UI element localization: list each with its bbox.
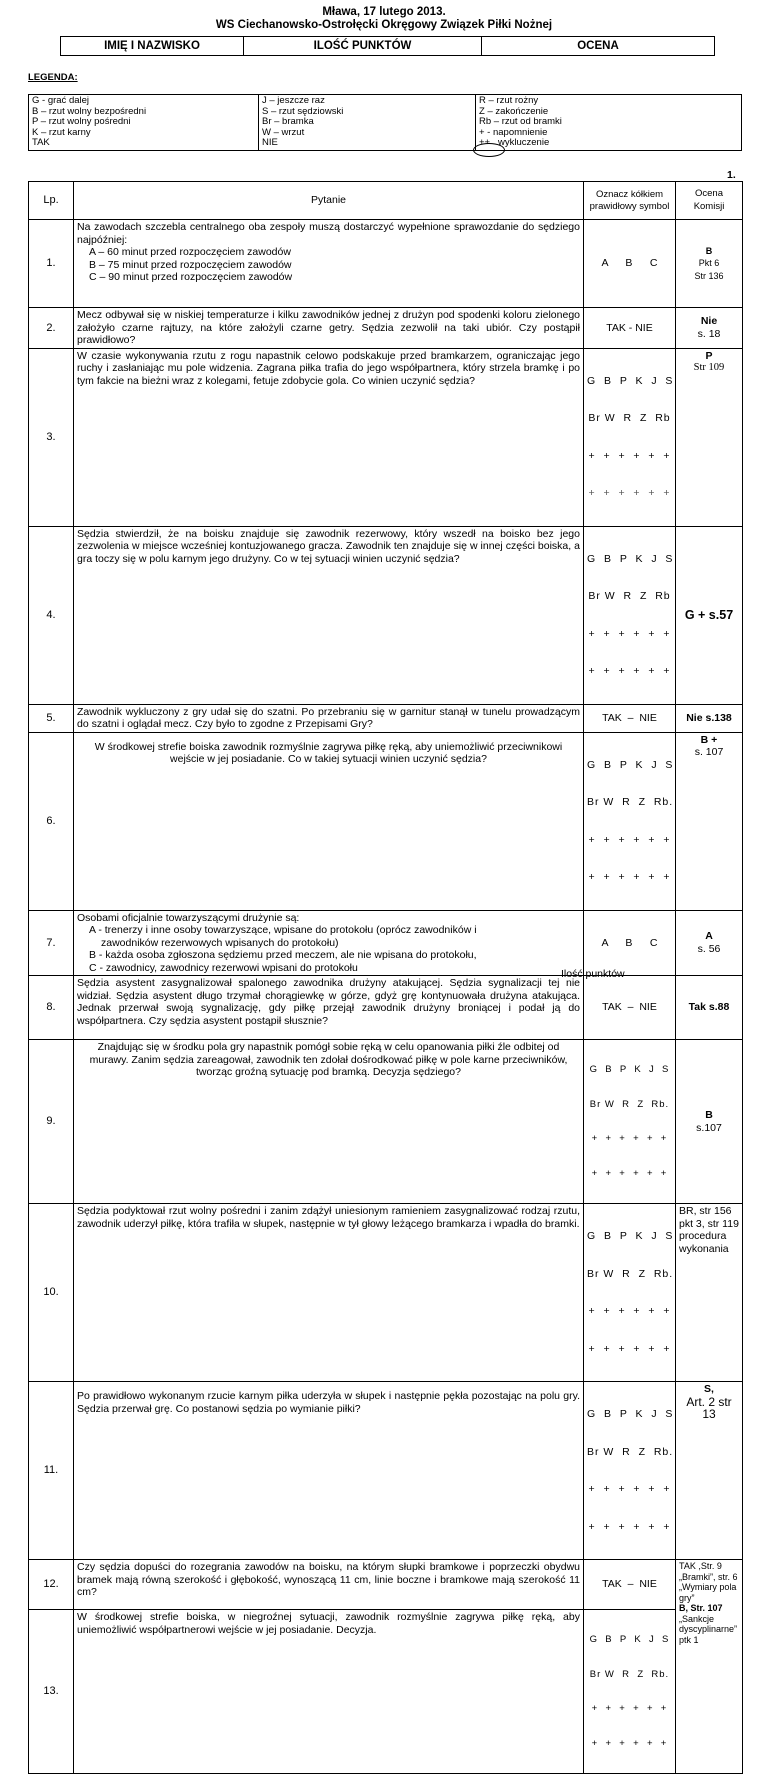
symbol-line: + + + + + + — [588, 1305, 671, 1317]
answer-symbols[interactable] — [584, 1204, 676, 1382]
answer-symbols[interactable] — [584, 348, 676, 526]
page-number: 1. — [727, 169, 736, 181]
answer-ref: Str 109 — [693, 362, 725, 373]
commission-answer — [676, 1382, 743, 1560]
table-row — [29, 526, 743, 704]
answer-symbols[interactable] — [584, 1610, 676, 1774]
legend-item: ++ wykluczenie — [479, 137, 550, 148]
table-row — [29, 1560, 743, 1610]
legend-item: K – rzut karny — [32, 126, 91, 138]
score-table — [60, 36, 715, 56]
commission-answer: G + s.57 — [676, 526, 743, 704]
legend-item: TAK — [32, 137, 50, 148]
row-number: 7. — [29, 910, 74, 976]
question-line: Na zawodach szczebla centralnego oba zespoły muszą dostarczyć wypełnione sprawozdanie do sędziego najpóźniej: — [77, 221, 580, 246]
row-number: 1. — [29, 220, 74, 308]
question-text: Sędzia asystent zasygnalizował spalonego zawodnika drużyny atakującej. Sędzia sygnalizacji tej nie widział. Sędzia asystent długo trzymał chorągiewkę w górze, gdyż grę kontynuowała drużyna atakująca. Jednak przerwał swoją sygnalizację, gdy piłkę przejął zawodnik drużyny broniącej i podał ją do współpartnera. Czy sędzia asystent postąpił słusznie? — [74, 976, 584, 1040]
answer-option: A – 60 minut przed rozpoczęciem zawodów — [89, 246, 291, 258]
commission-answer — [676, 1040, 743, 1204]
row-number: 12. — [29, 1560, 74, 1610]
answer-option: C - zawodnicy, zawodnicy rezerwowi wpisani do protokołu — [89, 961, 358, 974]
symbol-line: G B P K J S — [587, 552, 674, 565]
symbol-line: Br W R Z Rb. — [587, 796, 674, 808]
symbol-line: + + + + + + — [588, 665, 671, 677]
header-date: Mława, 17 lutego 2013. — [322, 6, 446, 18]
answer-ref: s. 56 — [697, 942, 721, 955]
answer-symbols[interactable] — [584, 526, 676, 704]
name-column: IMIĘ I NAZWISKO — [61, 37, 244, 56]
symbol-line: + + + + + + — [588, 627, 671, 640]
legend-item: P – rzut wolny pośredni — [32, 116, 131, 127]
commission-answer — [676, 732, 743, 910]
symbol-line: Br W R Z Rb. — [589, 1668, 670, 1680]
question-text: W środkowej strefie boiska, w niegroźnej sytuacji, zawodnik rozmyślnie zagrywa piłkę ręką, aby uniemożliwić współpartnerowi wejście w jej posiadanie. Decyzja. — [74, 1610, 584, 1774]
commission-answer — [676, 308, 743, 349]
commission-answer — [676, 220, 743, 308]
symbol-line: Br W R Z Rb. — [589, 1098, 670, 1110]
answer-symbols[interactable] — [584, 1040, 676, 1204]
question-text: Sędzia podyktował rzut wolny pośredni i zanim zdążył uniesionym ramieniem zasygnalizować rodzaj rzutu, zawodnik uderzył piłkę, która trafiła w słupek, następnie w tył głowy leżącego bramkarza i wpadła do bramki. — [74, 1204, 584, 1382]
answer-key: B + — [700, 733, 718, 746]
commission-answer — [676, 1204, 743, 1382]
answer-option: B - każda osoba zgłoszona sędziemu przed meczem, ale nie wpisana do protokołu, — [89, 949, 477, 961]
answer-symbols[interactable]: TAK - NIE — [584, 308, 676, 349]
answer-ref: pkt 3, str 119 — [679, 1217, 739, 1230]
commission-answer: Tak s.88 — [676, 976, 743, 1040]
answer-symbols[interactable] — [584, 1382, 676, 1560]
symbol-line: + + + + + + — [588, 1342, 671, 1355]
table-row — [29, 1382, 743, 1560]
table-row — [29, 1040, 743, 1204]
row-number: 13. — [29, 1610, 74, 1774]
table-row — [29, 308, 743, 349]
answer-ref: s.107 — [696, 1121, 722, 1134]
symbol-line: + + + + + + — [591, 1737, 668, 1749]
answer-ref: BR, str 156 — [679, 1205, 732, 1217]
answer-ref: „Sankcje — [679, 1613, 715, 1624]
answer-symbols[interactable]: TAK – NIE — [584, 976, 676, 1040]
table-row — [29, 1610, 743, 1774]
question-table — [28, 181, 743, 1774]
answer-option: C – 90 minut przed rozpoczęciem zawodów — [89, 271, 293, 283]
symbol-line: G B P K J S — [587, 1230, 674, 1242]
symbol-line: G B P K J S — [587, 374, 674, 387]
question-text: Czy sędzia dopuści do rozegrania zawodów na boisku, na którym słupki bramkowe i poprzeczki obydwu bramek mają równą szerokość i głębokość, wynoszącą 11 cm, linie boczne i bramkowe mają szerokość 11 cm? — [74, 1560, 584, 1610]
answer-ref: TAK ,Str. 9 — [679, 1561, 722, 1571]
symbol-line: + + + + + + — [591, 1133, 668, 1144]
symbol-line: G B P K J S — [587, 758, 674, 771]
answer-ref: wykonania — [679, 1242, 729, 1255]
row-number: 4. — [29, 526, 74, 704]
answer-key: B — [705, 1109, 713, 1121]
legend-col-1 — [29, 95, 259, 151]
answer-symbols[interactable]: TAK – NIE — [584, 704, 676, 732]
table-row — [29, 220, 743, 308]
legend-item: NIE — [262, 137, 278, 148]
row-number: 8. — [29, 976, 74, 1040]
commission-answer — [676, 1560, 743, 1774]
question-text: Sędzia stwierdził, że na boisku znajduje się zawodnik rezerwowy, który wszedł na boisko bez jego zezwolenia w miejsce wcześniej kontuzjowanego gracza. Zawodnik ten znajduje się w innej części boiska, a gra toczy się w polu karnym jego drużyny. Co w tej sytuacji winien uczynić sędzia? — [74, 526, 584, 704]
table-row — [29, 704, 743, 732]
legend-item: Br – bramka — [262, 116, 314, 127]
answer-key: B — [705, 245, 713, 256]
answer-key: Nie — [700, 315, 718, 328]
table-row — [29, 910, 743, 976]
row-number: 10. — [29, 1204, 74, 1382]
row-number: 11. — [29, 1382, 74, 1560]
table-row — [29, 348, 743, 526]
circle-mark — [473, 143, 505, 157]
table-row — [29, 976, 743, 1040]
commission-answer: Nie s.138 — [676, 704, 743, 732]
row-number: 5. — [29, 704, 74, 732]
answer-option: B – 75 minut przed rozpoczęciem zawodów — [89, 258, 292, 271]
points-footer: Ilość punktów — [561, 968, 625, 980]
question-text: Zawodnik wykluczony z gry udał się do szatni. Po przebraniu się w garnitur stanął w tunelu prowadzącym do szatni i oglądał mecz. Czy było to zgodne z Przepisami Gry? — [74, 704, 584, 732]
commission-answer — [676, 910, 743, 976]
question-text: W środkowej strefie boiska zawodnik rozmyślnie zagrywa piłkę ręką, aby uniemożliwić przeciwnikowi wejście w jej posiadanie. Co w takiej sytuacji winien uczynić sędzia? — [74, 732, 584, 910]
legend-table — [28, 94, 742, 151]
symbol-line: Br W R Z Rb. — [587, 1267, 674, 1280]
symbol-line: + + + + + + — [591, 1703, 668, 1714]
header-question: Pytanie — [74, 182, 584, 220]
question-text — [74, 910, 584, 976]
answer-ref: s. 107 — [694, 746, 724, 758]
answer-ref: ptk 1 — [679, 1634, 699, 1645]
header-commission: Ocena Komisji — [676, 182, 743, 220]
answer-symbols[interactable]: A B C — [584, 910, 676, 976]
answer-ref: s. 18 — [697, 327, 721, 340]
answer-key: S, — [704, 1383, 714, 1395]
answer-ref: „Bramki”, str. 6 — [679, 1571, 738, 1582]
question-line: Osobami oficjalnie towarzyszącymi drużynie są: — [77, 911, 300, 924]
commission-answer — [676, 348, 743, 526]
answer-ref: Art. 2 str 13 — [686, 1394, 732, 1421]
legend-title: LEGENDA: — [28, 72, 78, 83]
header-symbol: Oznacz kółkiem prawidłowy symbol — [584, 182, 676, 220]
answer-symbols[interactable]: A B C — [584, 220, 676, 308]
symbol-line: + + + + + + — [588, 1483, 671, 1495]
answer-option: A - trenerzy i inne osoby towarzyszące, wpisane do protokołu (oprócz zawodników i — [89, 924, 477, 936]
question-text — [74, 220, 584, 308]
answer-option: zawodników rezerwowych wpisanych do protokołu) — [101, 936, 339, 949]
symbol-line: Br W R Z Rb — [588, 412, 671, 424]
answer-symbols[interactable]: TAK – NIE — [584, 1560, 676, 1610]
symbol-line: G B P K J S — [589, 1634, 670, 1645]
answer-ref: procedura — [679, 1230, 727, 1242]
legend-item: W – wrzut — [262, 126, 305, 138]
legend-item: + - napomnienie — [479, 126, 548, 138]
legend-item: G - grać dalej — [32, 95, 90, 106]
row-number: 9. — [29, 1040, 74, 1204]
symbol-line: G B P K J S — [589, 1064, 670, 1075]
answer-symbols[interactable] — [584, 732, 676, 910]
symbol-line: G B P K J S — [587, 1408, 674, 1420]
symbol-line: + + + + + + — [588, 833, 671, 846]
legend-item: J – jeszcze raz — [262, 95, 325, 106]
answer-key: A — [705, 930, 713, 943]
legend-item: R – rzut rożny — [479, 95, 539, 106]
answer-ref: Pkt 6 — [698, 258, 720, 269]
symbol-line: + + + + + + — [588, 871, 671, 883]
question-text: Po prawidłowo wykonanym rzucie karnym piłka uderzyła w słupek i następnie pękła pozostając na polu gry. Sędzia przerwał grę. Co postanowi sędzia po wymianie piłki? — [74, 1382, 584, 1560]
legend-col-3 — [476, 95, 742, 151]
question-text: Znajdując się w środku pola gry napastnik pomógł sobie ręką w celu opanowania piłki źle odbitej od murawy. Zanim sędzia zareagował, zawodnik ten zdołał dośrodkować piłkę w pole karne przeciwników, tworząc groźną sytuację pod bramką. Decyzja sędziego? — [74, 1040, 584, 1204]
answer-ref: Str 136 — [694, 270, 724, 281]
grade-column: OCENA — [482, 37, 715, 56]
symbol-line: Br W R Z Rb — [588, 590, 671, 602]
answer-ref: dyscyplinarne” — [679, 1624, 738, 1634]
answer-ref: gry” — [679, 1592, 695, 1603]
legend-col-2 — [259, 95, 476, 151]
answer-key: P — [705, 349, 713, 362]
row-number: 6. — [29, 732, 74, 910]
question-text: Mecz odbywał się w niskiej temperaturze i kilku zawodników jednej z drużyn pod spodenki koloru zielonego założyło czarne rajtuzy, na które założyli czarne getry. Sędzia zezwolił na taki ubiór. Czy postąpił prawidłowo? — [74, 308, 584, 349]
symbol-line: + + + + + + — [588, 1520, 671, 1533]
symbol-line: + + + + + + — [591, 1167, 668, 1179]
table-row — [29, 1204, 743, 1382]
row-number: 3. — [29, 348, 74, 526]
question-text: W czasie wykonywania rzutu z rogu napastnik celowo podskakuje przed bramkarzem, ograniczając jego ruchy i zasłaniając mu pole widzenia. Zagrana piłka trafia do jego współpartnera, który strzela bramkę i po tym fakcie na bieżni wraz z kolegami, fetuje zdobycie gola. Co winien uczynić sędzia? — [74, 348, 584, 526]
symbol-line: Br W R Z Rb. — [587, 1445, 674, 1458]
legend-item: Z – zakończenie — [479, 105, 549, 117]
symbol-line: + + + + + + — [588, 449, 671, 462]
table-row — [29, 732, 743, 910]
symbol-line: + + + + + + — [588, 487, 671, 499]
legend-item: B – rzut wolny bezpośredni — [32, 105, 147, 117]
header-organization: WS Ciechanowsko-Ostrołęcki Okręgowy Związek Piłki Nożnej — [215, 19, 553, 31]
legend-item: Rb – rzut od bramki — [479, 116, 562, 127]
legend-item: S – rzut sędziowski — [262, 105, 344, 117]
row-number: 2. — [29, 308, 74, 349]
answer-ref: „Wymiary pola — [679, 1582, 737, 1592]
points-column: ILOŚĆ PUNKTÓW — [244, 37, 482, 56]
answer-key: B, Str. 107 — [679, 1603, 723, 1613]
header-lp: Lp. — [29, 182, 74, 220]
